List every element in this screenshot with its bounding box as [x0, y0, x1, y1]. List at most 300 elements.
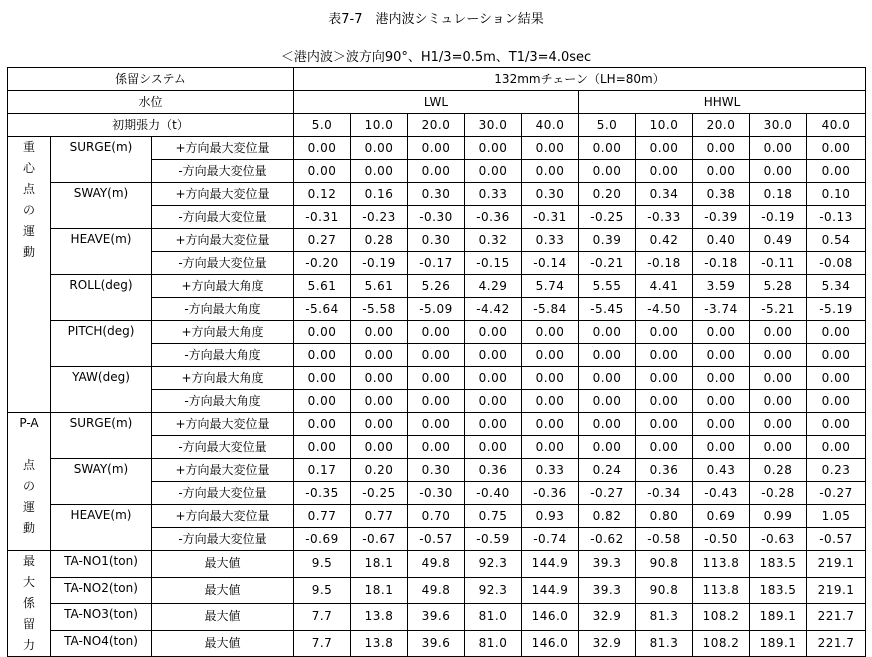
value-cell: 0.00	[693, 321, 750, 344]
value-cell: -0.30	[408, 206, 465, 229]
value-cell: -0.57	[807, 528, 866, 551]
value-cell: 0.30	[408, 229, 465, 252]
value-cell: 0.00	[750, 413, 807, 436]
value-cell: -0.69	[294, 528, 351, 551]
row-label: -方向最大変位量	[152, 252, 294, 275]
value-cell: -0.39	[693, 206, 750, 229]
value-cell: 0.00	[807, 436, 866, 459]
tension-value: 40.0	[807, 114, 866, 137]
value-cell: 0.33	[522, 229, 579, 252]
value-cell: -0.36	[465, 206, 522, 229]
value-cell: 0.77	[294, 505, 351, 528]
value-cell: -0.35	[294, 482, 351, 505]
row-label: -方向最大変位量	[152, 528, 294, 551]
value-cell: 0.77	[351, 505, 408, 528]
value-cell: 0.00	[294, 436, 351, 459]
value-cell: 0.00	[807, 413, 866, 436]
table-row	[8, 505, 866, 528]
value-cell: 0.00	[750, 160, 807, 183]
value-cell: 0.00	[807, 390, 866, 413]
tension-value: 30.0	[750, 114, 807, 137]
table-row	[8, 630, 866, 657]
value-cell: 0.00	[522, 413, 579, 436]
value-cell: -0.63	[750, 528, 807, 551]
value-cell: 0.42	[636, 229, 693, 252]
value-cell: -0.40	[465, 482, 522, 505]
value-cell: 108.2	[693, 630, 750, 657]
row-label: +方向最大変位量	[152, 229, 294, 252]
value-cell: 5.74	[522, 275, 579, 298]
value-cell: 0.00	[351, 137, 408, 160]
tension-value: 10.0	[636, 114, 693, 137]
row-label: +方向最大変位量	[152, 183, 294, 206]
water-level-hhwl: HHWL	[579, 91, 866, 114]
value-cell: 0.00	[522, 436, 579, 459]
value-cell: 0.49	[750, 229, 807, 252]
row-label: -方向最大変位量	[152, 436, 294, 459]
value-cell: 0.93	[522, 505, 579, 528]
value-cell: 5.61	[294, 275, 351, 298]
value-cell: -0.59	[465, 528, 522, 551]
value-cell: 81.0	[465, 604, 522, 631]
value-cell: 0.17	[294, 459, 351, 482]
group-label-char: 最	[22, 554, 35, 568]
value-cell: -0.14	[522, 252, 579, 275]
value-cell: 0.33	[522, 459, 579, 482]
tension-value: 10.0	[351, 114, 408, 137]
value-cell: 0.00	[522, 321, 579, 344]
value-cell: 146.0	[522, 630, 579, 657]
value-cell: 0.00	[636, 321, 693, 344]
value-cell: 0.00	[750, 137, 807, 160]
value-cell: 144.9	[522, 577, 579, 604]
value-cell: -5.19	[807, 298, 866, 321]
row-label: -方向最大変位量	[152, 160, 294, 183]
value-cell: 13.8	[351, 630, 408, 657]
row-label: -方向最大角度	[152, 298, 294, 321]
value-cell: 81.3	[636, 630, 693, 657]
value-cell: -0.18	[693, 252, 750, 275]
value-cell: 0.00	[693, 413, 750, 436]
value-cell: 0.24	[579, 459, 636, 482]
table-row	[8, 604, 866, 631]
water-level-label: 水位	[8, 91, 294, 114]
row-label: 最大値	[152, 630, 294, 657]
value-cell: 113.8	[693, 577, 750, 604]
tension-value: 5.0	[294, 114, 351, 137]
value-cell: 0.99	[750, 505, 807, 528]
value-cell: 32.9	[579, 604, 636, 631]
group-label-char	[8, 434, 50, 455]
center-of-gravity-motion-group	[8, 137, 51, 413]
value-cell: 0.80	[636, 505, 693, 528]
table-title: 表7-7 港内波シミュレーション結果	[328, 12, 544, 27]
value-cell: 39.3	[579, 577, 636, 604]
value-cell: 0.43	[693, 459, 750, 482]
group-label-char: 運	[22, 500, 35, 514]
value-cell: -5.84	[522, 298, 579, 321]
value-cell: -0.62	[579, 528, 636, 551]
value-cell: 0.00	[522, 344, 579, 367]
value-cell: 0.34	[636, 183, 693, 206]
tension-value: 20.0	[408, 114, 465, 137]
value-cell: 0.27	[294, 229, 351, 252]
motion-component-label: TA-NO4(ton)	[51, 630, 152, 657]
value-cell: 0.12	[294, 183, 351, 206]
value-cell: 0.30	[408, 459, 465, 482]
value-cell: 0.00	[465, 137, 522, 160]
value-cell: -0.11	[750, 252, 807, 275]
tension-value: 40.0	[522, 114, 579, 137]
tension-value: 30.0	[465, 114, 522, 137]
value-cell: 5.34	[807, 275, 866, 298]
row-label: +方向最大変位量	[152, 413, 294, 436]
value-cell: 219.1	[807, 577, 866, 604]
value-cell: 0.00	[522, 137, 579, 160]
value-cell: 0.00	[408, 367, 465, 390]
value-cell: -5.45	[579, 298, 636, 321]
value-cell: 0.00	[294, 137, 351, 160]
value-cell: 13.8	[351, 604, 408, 631]
value-cell: 39.6	[408, 604, 465, 631]
motion-component-label: YAW(deg)	[51, 367, 152, 413]
value-cell: -0.13	[807, 206, 866, 229]
value-cell: -0.28	[750, 482, 807, 505]
value-cell: -0.31	[294, 206, 351, 229]
value-cell: 0.00	[351, 344, 408, 367]
group-label-char: 重	[22, 140, 35, 154]
results-table	[7, 67, 866, 657]
value-cell: 5.28	[750, 275, 807, 298]
table-row	[8, 137, 866, 160]
header-row-water-level	[8, 91, 866, 114]
motion-component-label: SURGE(m)	[51, 413, 152, 459]
row-label: +方向最大変位量	[152, 505, 294, 528]
value-cell: 0.33	[465, 183, 522, 206]
value-cell: 39.3	[579, 551, 636, 578]
group-label-char: 点	[22, 458, 35, 472]
group-label-char: 留	[22, 617, 35, 631]
row-label: -方向最大角度	[152, 390, 294, 413]
value-cell: 0.00	[351, 390, 408, 413]
value-cell: 183.5	[750, 577, 807, 604]
value-cell: 0.30	[522, 183, 579, 206]
value-cell: 0.18	[750, 183, 807, 206]
value-cell: -0.43	[693, 482, 750, 505]
value-cell: -0.18	[636, 252, 693, 275]
value-cell: 0.75	[465, 505, 522, 528]
motion-component-label: HEAVE(m)	[51, 229, 152, 275]
value-cell: -0.25	[351, 482, 408, 505]
value-cell: 0.00	[408, 436, 465, 459]
value-cell: 0.23	[807, 459, 866, 482]
motion-component-label: ROLL(deg)	[51, 275, 152, 321]
value-cell: 0.00	[807, 344, 866, 367]
value-cell: 0.38	[693, 183, 750, 206]
group-label-char: 点	[22, 182, 35, 196]
value-cell: -0.34	[636, 482, 693, 505]
value-cell: 0.00	[579, 160, 636, 183]
value-cell: -0.08	[807, 252, 866, 275]
value-cell: 0.00	[294, 321, 351, 344]
motion-component-label: TA-NO2(ton)	[51, 577, 152, 604]
value-cell: 0.00	[636, 160, 693, 183]
group-label-char: 心	[22, 161, 35, 175]
row-label: -方向最大変位量	[152, 206, 294, 229]
value-cell: -0.25	[579, 206, 636, 229]
value-cell: 0.00	[351, 160, 408, 183]
value-cell: 0.00	[807, 321, 866, 344]
group-label-char: 大	[22, 575, 35, 589]
value-cell: 4.41	[636, 275, 693, 298]
value-cell: -5.64	[294, 298, 351, 321]
value-cell: 0.00	[750, 436, 807, 459]
table-row	[8, 275, 866, 298]
value-cell: -0.19	[351, 252, 408, 275]
value-cell: 0.00	[465, 321, 522, 344]
value-cell: 0.00	[636, 344, 693, 367]
value-cell: 81.0	[465, 630, 522, 657]
value-cell: 49.8	[408, 551, 465, 578]
value-cell: 0.28	[351, 229, 408, 252]
row-label: 最大値	[152, 604, 294, 631]
value-cell: 0.00	[294, 367, 351, 390]
value-cell: 7.7	[294, 630, 351, 657]
row-label: +方向最大変位量	[152, 137, 294, 160]
value-cell: 0.00	[807, 137, 866, 160]
table-row	[8, 413, 866, 436]
value-cell: 0.00	[579, 413, 636, 436]
group-label-char: 動	[22, 245, 35, 259]
value-cell: -0.27	[807, 482, 866, 505]
value-cell: 0.32	[465, 229, 522, 252]
value-cell: 4.29	[465, 275, 522, 298]
value-cell: 0.00	[750, 321, 807, 344]
value-cell: 0.00	[636, 436, 693, 459]
value-cell: 0.00	[351, 321, 408, 344]
value-cell: 0.40	[693, 229, 750, 252]
value-cell: 32.9	[579, 630, 636, 657]
value-cell: 0.00	[408, 390, 465, 413]
value-cell: 146.0	[522, 604, 579, 631]
value-cell: 0.00	[579, 321, 636, 344]
value-cell: 0.00	[579, 344, 636, 367]
value-cell: 0.00	[351, 436, 408, 459]
value-cell: -5.09	[408, 298, 465, 321]
value-cell: -0.30	[408, 482, 465, 505]
tension-value: 20.0	[693, 114, 750, 137]
value-cell: -0.17	[408, 252, 465, 275]
value-cell: -0.57	[408, 528, 465, 551]
motion-component-label: TA-NO3(ton)	[51, 604, 152, 631]
system-value: 132mmチェーン（LH=80m）	[294, 68, 866, 91]
value-cell: 0.16	[351, 183, 408, 206]
value-cell: 5.55	[579, 275, 636, 298]
value-cell: 9.5	[294, 551, 351, 578]
value-cell: 0.54	[807, 229, 866, 252]
value-cell: 0.00	[351, 367, 408, 390]
group-label-char: 運	[22, 224, 35, 238]
value-cell: 0.00	[579, 367, 636, 390]
value-cell: 0.00	[465, 344, 522, 367]
motion-component-label: HEAVE(m)	[51, 505, 152, 551]
value-cell: -0.19	[750, 206, 807, 229]
system-label: 係留システム	[8, 68, 294, 91]
value-cell: 0.36	[465, 459, 522, 482]
header-row-tension	[8, 114, 866, 137]
table-row	[8, 551, 866, 578]
value-cell: 0.00	[294, 344, 351, 367]
value-cell: 92.3	[465, 577, 522, 604]
row-label: +方向最大変位量	[152, 459, 294, 482]
value-cell: 0.00	[408, 137, 465, 160]
value-cell: 0.00	[408, 413, 465, 436]
row-label: -方向最大変位量	[152, 482, 294, 505]
value-cell: 5.61	[351, 275, 408, 298]
value-cell: 0.00	[408, 321, 465, 344]
value-cell: 0.00	[750, 390, 807, 413]
value-cell: 0.00	[636, 390, 693, 413]
value-cell: 0.00	[408, 344, 465, 367]
motion-component-label: TA-NO1(ton)	[51, 551, 152, 578]
value-cell: 0.00	[636, 413, 693, 436]
motion-component-label: PITCH(deg)	[51, 321, 152, 367]
value-cell: -5.21	[750, 298, 807, 321]
value-cell: -0.50	[693, 528, 750, 551]
value-cell: -0.33	[636, 206, 693, 229]
group-label-char: 動	[22, 521, 35, 535]
value-cell: 0.00	[636, 367, 693, 390]
max-mooring-force-group	[8, 551, 51, 657]
value-cell: 0.39	[579, 229, 636, 252]
value-cell: 18.1	[351, 577, 408, 604]
value-cell: -0.58	[636, 528, 693, 551]
value-cell: 0.00	[693, 344, 750, 367]
row-label: +方向最大角度	[152, 367, 294, 390]
value-cell: 0.20	[351, 459, 408, 482]
value-cell: 0.36	[636, 459, 693, 482]
value-cell: 0.00	[465, 160, 522, 183]
water-level-lwl: LWL	[294, 91, 579, 114]
group-label-char: の	[22, 203, 35, 217]
value-cell: 189.1	[750, 630, 807, 657]
value-cell: -0.36	[522, 482, 579, 505]
value-cell: 0.69	[693, 505, 750, 528]
value-cell: 219.1	[807, 551, 866, 578]
value-cell: 0.00	[465, 367, 522, 390]
value-cell: 0.20	[579, 183, 636, 206]
value-cell: 39.6	[408, 630, 465, 657]
value-cell: 0.00	[693, 160, 750, 183]
value-cell: -3.74	[693, 298, 750, 321]
value-cell: 0.00	[294, 413, 351, 436]
value-cell: 0.00	[522, 160, 579, 183]
value-cell: 0.00	[465, 413, 522, 436]
motion-component-label: SWAY(m)	[51, 459, 152, 505]
value-cell: 0.28	[750, 459, 807, 482]
value-cell: 81.3	[636, 604, 693, 631]
value-cell: 0.00	[579, 137, 636, 160]
tension-value: 5.0	[579, 114, 636, 137]
group-label-char: 力	[22, 638, 35, 652]
value-cell: 0.82	[579, 505, 636, 528]
value-cell: 92.3	[465, 551, 522, 578]
table-subtitle: ＜港内波＞波方向90°、H1/3=0.5m、T1/3=4.0sec	[280, 50, 592, 65]
value-cell: 108.2	[693, 604, 750, 631]
table-row	[8, 577, 866, 604]
value-cell: 1.05	[807, 505, 866, 528]
value-cell: 9.5	[294, 577, 351, 604]
value-cell: -0.21	[579, 252, 636, 275]
value-cell: -4.50	[636, 298, 693, 321]
pa-point-motion-group	[8, 413, 51, 551]
row-label: 最大値	[152, 577, 294, 604]
value-cell: 90.8	[636, 577, 693, 604]
value-cell: 0.00	[750, 344, 807, 367]
value-cell: 0.00	[693, 367, 750, 390]
motion-component-label: SURGE(m)	[51, 137, 152, 183]
value-cell: 183.5	[750, 551, 807, 578]
value-cell: 0.00	[579, 390, 636, 413]
value-cell: 0.00	[294, 390, 351, 413]
value-cell: 0.00	[294, 160, 351, 183]
value-cell: 0.00	[693, 390, 750, 413]
value-cell: 144.9	[522, 551, 579, 578]
value-cell: 0.10	[807, 183, 866, 206]
value-cell: 7.7	[294, 604, 351, 631]
header-row-system	[8, 68, 866, 91]
value-cell: -5.58	[351, 298, 408, 321]
value-cell: -0.74	[522, 528, 579, 551]
value-cell: 221.7	[807, 630, 866, 657]
value-cell: 0.00	[693, 436, 750, 459]
value-cell: 0.00	[693, 137, 750, 160]
value-cell: 0.30	[408, 183, 465, 206]
table-row	[8, 459, 866, 482]
table-row	[8, 321, 866, 344]
value-cell: 90.8	[636, 551, 693, 578]
value-cell: -0.15	[465, 252, 522, 275]
value-cell: 0.00	[522, 367, 579, 390]
value-cell: -0.27	[579, 482, 636, 505]
value-cell: 5.26	[408, 275, 465, 298]
value-cell: 0.00	[351, 413, 408, 436]
row-label: +方向最大角度	[152, 275, 294, 298]
value-cell: 0.00	[465, 436, 522, 459]
value-cell: 0.00	[522, 390, 579, 413]
value-cell: -0.67	[351, 528, 408, 551]
table-row	[8, 367, 866, 390]
value-cell: -0.31	[522, 206, 579, 229]
value-cell: 3.59	[693, 275, 750, 298]
value-cell: 0.00	[579, 436, 636, 459]
value-cell: 0.00	[807, 160, 866, 183]
table-row	[8, 183, 866, 206]
value-cell: 113.8	[693, 551, 750, 578]
group-label-char: の	[22, 479, 35, 493]
group-label-char: P-A	[19, 416, 39, 430]
value-cell: 0.00	[750, 367, 807, 390]
value-cell: -0.23	[351, 206, 408, 229]
value-cell: 0.00	[465, 390, 522, 413]
row-label: +方向最大角度	[152, 321, 294, 344]
value-cell: 0.00	[807, 367, 866, 390]
row-label: -方向最大角度	[152, 344, 294, 367]
value-cell: 189.1	[750, 604, 807, 631]
value-cell: 18.1	[351, 551, 408, 578]
value-cell: -0.20	[294, 252, 351, 275]
value-cell: 221.7	[807, 604, 866, 631]
